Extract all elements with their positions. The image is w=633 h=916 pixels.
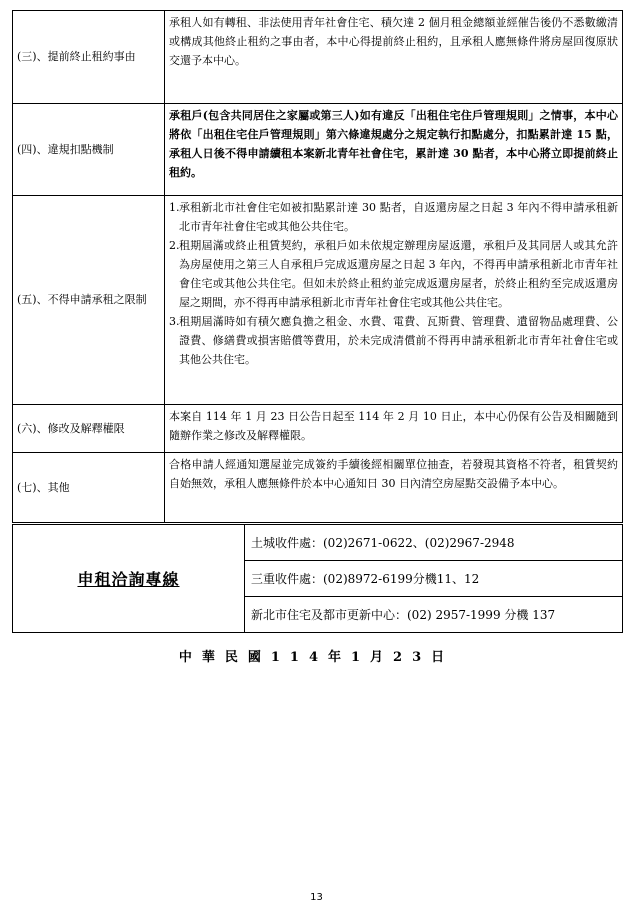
contact-line-tucheng: 土城收件處：(02)2671-0622、(02)2967-2948 (245, 525, 623, 561)
terms-table (12, 10, 623, 523)
restriction-text: 承租新北市社會住宅如被扣點累計達 30 點者，自返還房屋之日起 3 年內不得申請承租新北市青年社會住宅或其他公共住宅。 (179, 201, 618, 233)
hotline-title-cell (13, 525, 245, 633)
page-number: 13 (310, 892, 323, 903)
row-label-penalty-points: (四)、違規扣點機制 (13, 104, 165, 196)
restriction-number: 1. (169, 201, 180, 214)
row-label-early-termination: (三)、提前終止租約事由 (13, 11, 165, 104)
contact-line-center: 新北市住宅及都市更新中心：(02) 2957-1999 分機 137 (245, 597, 623, 633)
document-date: 中華民國114年1月23日 (178, 650, 455, 665)
row-label-others: (七)、其他 (13, 453, 165, 523)
hotline-title: 申租洽詢專線 (77, 570, 180, 589)
contact-line-sanchong: 三重收件處：(02)8972-6199分機11、12 (245, 561, 623, 597)
restriction-item (169, 198, 618, 236)
row-content-amendment-rights: 本案自 114 年 1 月 23 日公告日起至 114 年 2 月 10 日止，本中心仍保有公告及相關隨到隨辦作業之修改及解釋權限。 (165, 405, 623, 453)
restriction-number: 3. (169, 315, 180, 328)
restriction-number: 2. (169, 239, 180, 252)
restriction-text: 租期屆滿或終止租賃契約，承租戶如未依規定辦理房屋返還，承租戶及其同居人或其允許為房屋使用之第三人自承租戶完成返還房屋之日起 3 年內，不得再申請承租新北市青年社會住宅或其他公共住宅。但如未於終止租約並完成返還房屋者，於終止租約至完成返還房屋之期間，亦不得再申請承租新北市青年社會住宅或其他公共住宅。 (179, 239, 618, 309)
restriction-item (169, 312, 618, 369)
row-content-penalty-points: 承租戶(包含共同居住之家屬或第三人)如有違反「出租住宅住戶管理規則」之情事，本中心將依「出租住宅住戶管理規則」第六條違規處分之規定執行扣點處分，扣點累計達 15 點，承租人日後不得申請續租本案新北青年社會住宅，累計達 30 點者，本中心將立即提前終止租約。 (165, 104, 623, 196)
row-content-early-termination: 承租人如有轉租、非法使用青年社會住宅、積欠達 2 個月租金總額並經催告後仍不悉數繳清或構成其他終止租約之事由者，本中心得提前終止租約，且承租人應無條件將房屋回復原狀交還予本中心。 (165, 11, 623, 104)
row-label-amendment-rights: (六)、修改及解釋權限 (13, 405, 165, 453)
contact-table (12, 524, 623, 633)
row-label-application-restrictions: (五)、不得申請承租之限制 (13, 196, 165, 405)
row-content-application-restrictions (165, 196, 623, 405)
row-content-others: 合格申請人經通知選屋並完成簽約手續後經相關單位抽查，若發現其資格不符者，租賃契約自始無效，承租人應無條件於本中心通知日 30 日內清空房屋點交設備予本中心。 (165, 453, 623, 523)
restriction-item (169, 236, 618, 312)
restriction-text: 租期屆滿時如有積欠應負擔之租金、水費、電費、瓦斯費、管理費、遺留物品處理費、公證費、修繕費或損害賠償等費用，於未完成清償前不得再申請承租新北市青年社會住宅或其他公共住宅。 (179, 315, 618, 366)
